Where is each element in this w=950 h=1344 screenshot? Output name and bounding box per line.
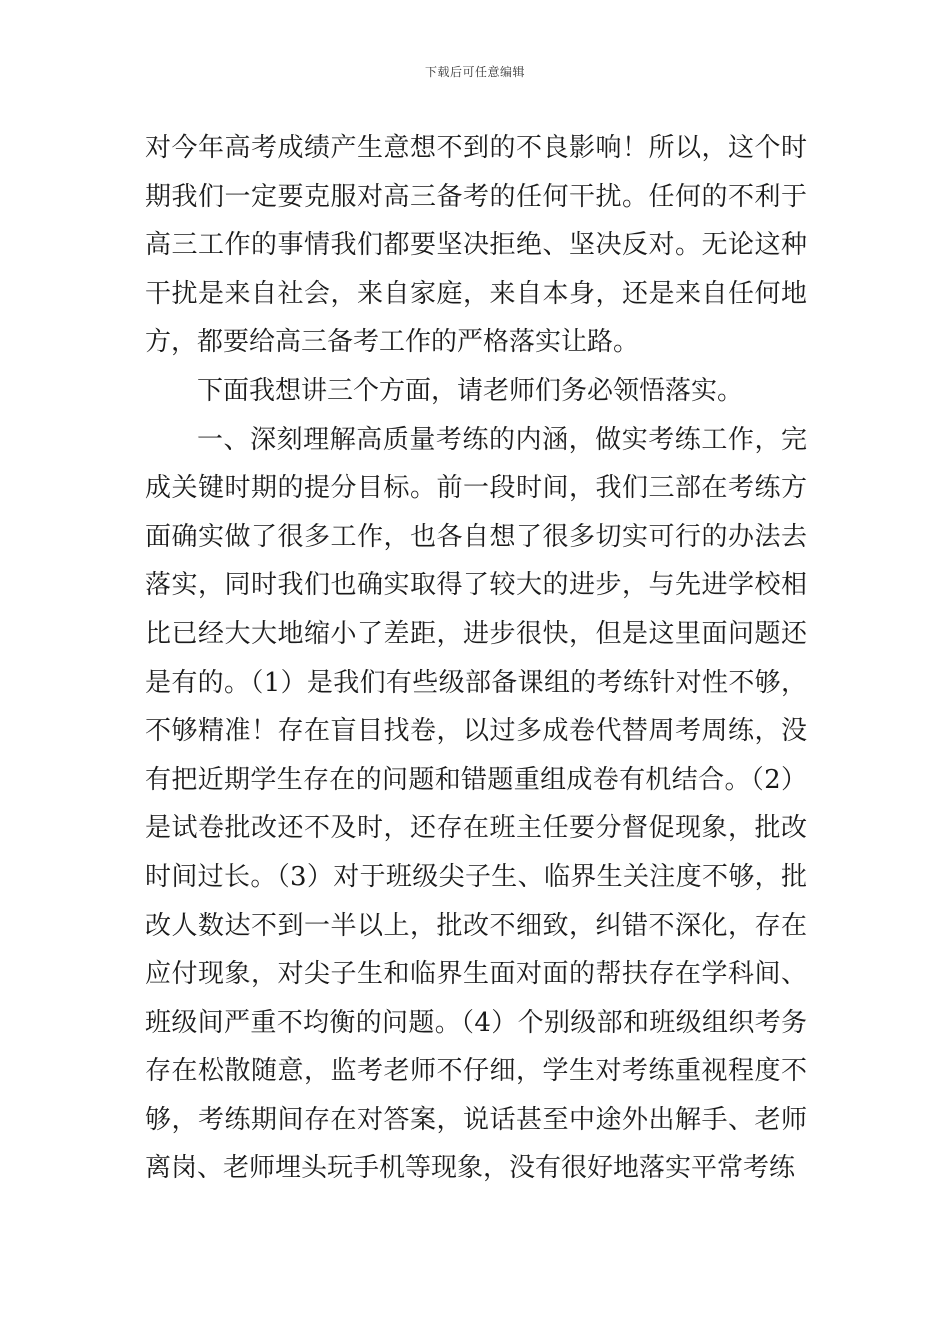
page-header: 下载后可任意编辑 bbox=[424, 65, 525, 79]
paragraph: 对今年高考成绩产生意想不到的不良影响！所以，这个时期我们一定要克服对高三备考的任何干扰。任何的不利于高三工作的事情我们都要坚决拒绝、坚决反对。无论这种干扰是来自社会，来自家庭，来自本身，还是来自任何地方，都要给高三备考工作的严格落实让路。 bbox=[145, 133, 807, 358]
paragraph: 下面我想讲三个方面，请老师们务必领悟落实。 bbox=[197, 375, 744, 406]
paragraph: 一、深刻理解高质量考练的内涵，做实考练工作，完成关键时期的提分目标。前一段时间，我们三部在考练方面确实做了很多工作，也各自想了很多切实可行的办法去落实，同时我们也确实取得了较大的进步，与先进学校相比已经大大地缩小了差距，进步很快，但是这里面问题还是有的。（1）是我们有些级部备课组的考练针对性不够，不够精准！存在盲目找卷，以过多成卷代替周考周练，没有把近期学生存在的问题和错题重组成卷有机结合。（2）是试卷批改还不及时，还存在班主任要分督促现象，批改时间过长。（3）对于班级尖子生、临界生关注度不够，批改人数达不到一半以上，批改不细致，纠错不深化，存在应付现象，对尖子生和临界生面对面的帮扶存在学科间、班级间严重不均衡的问题。（4）个别级部和班级组织考务存在松散随意，监考老师不仔细，学生对考练重视程度不够，考练期间存在对答案，说话甚至中途外出解手、老师离岗、老师埋头玩手机等现象，没有很好地落实平常考练 bbox=[145, 424, 807, 1184]
document-body bbox=[145, 124, 807, 1193]
